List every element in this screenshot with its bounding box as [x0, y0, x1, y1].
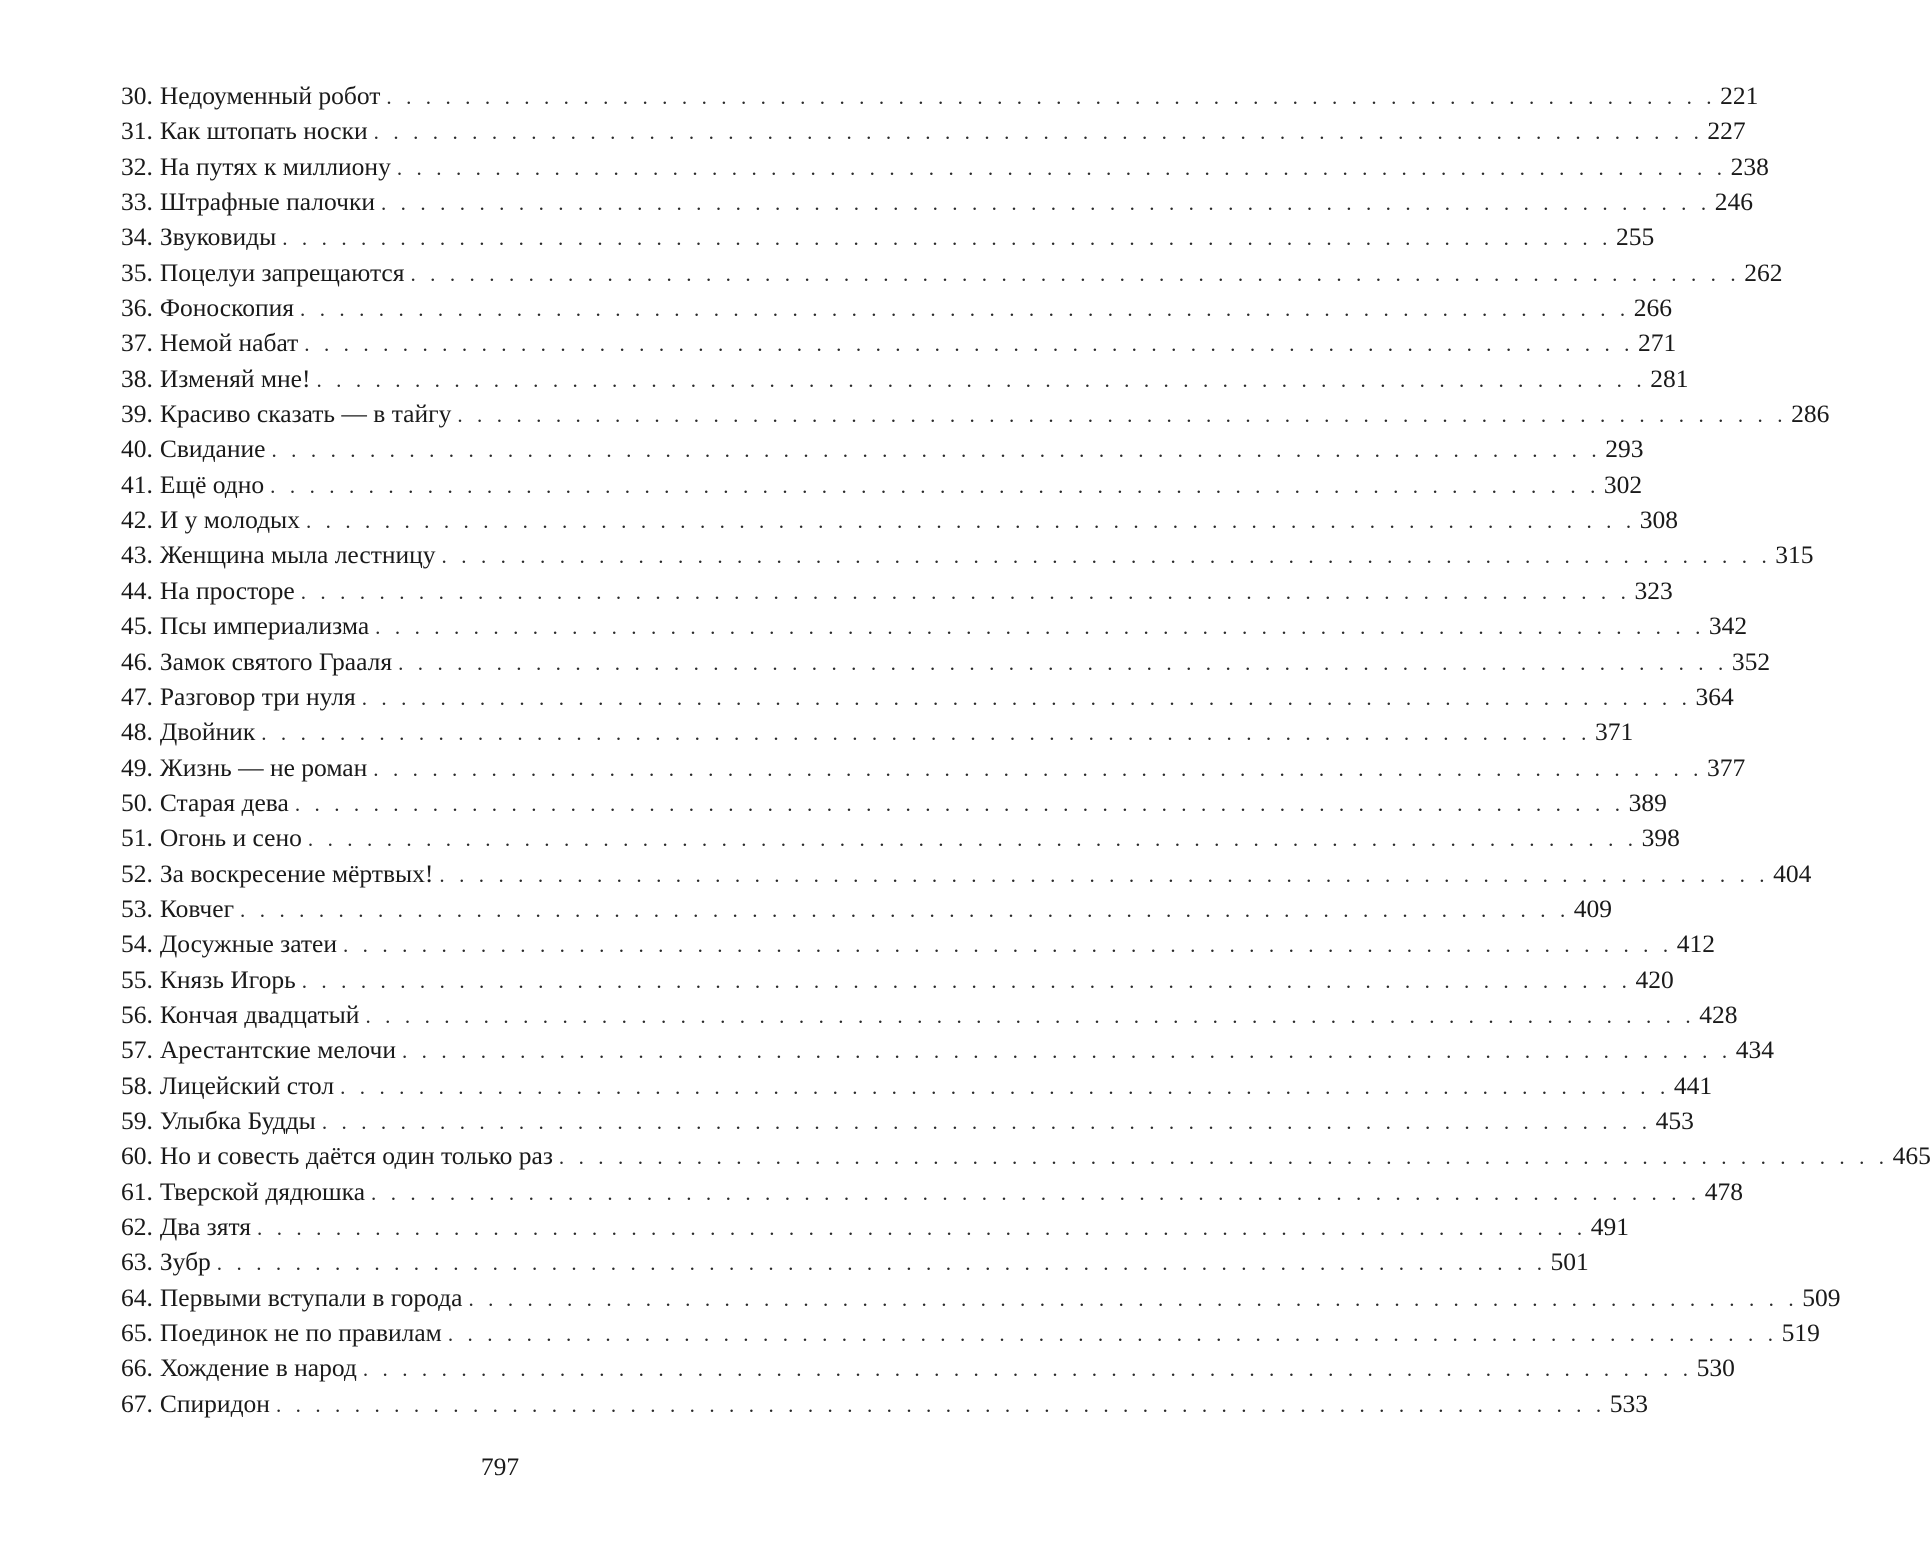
toc-entry: [121, 1386, 1648, 1421]
toc-entry-number: 40.: [121, 434, 153, 464]
toc-entry: [121, 1209, 1630, 1244]
toc-entry-number: 54.: [121, 929, 153, 959]
toc-dot-leader: . . . . . . . . . . . . . . . . . . . . . . . . . . . . . . . . . . . . . . . . . . . . . . . . . . . . . . . . . . . . . . . . . . . .: [300, 579, 1631, 604]
toc-entry-page: 293: [1605, 434, 1644, 464]
toc-entry-number: 31.: [121, 116, 153, 146]
toc-entry-page: 478: [1704, 1176, 1744, 1206]
toc-entry-title: Звуковиды: [159, 222, 277, 252]
toc-dot-leader: . . . . . . . . . . . . . . . . . . . . . . . . . . . . . . . . . . . . . . . . . . . . . . . . . . . . . . . . . . . . . . . . . . . .: [316, 367, 1647, 392]
toc-dot-leader: . . . . . . . . . . . . . . . . . . . . . . . . . . . . . . . . . . . . . . . . . . . . . . . . . . . . . . . . . . . . . . . . . . . .: [410, 261, 1741, 286]
toc-dot-leader: . . . . . . . . . . . . . . . . . . . . . . . . . . . . . . . . . . . . . . . . . . . . . . . . . . . . . . . . . . . . . . . . . . . .: [342, 933, 1673, 958]
toc-entry-page: 315: [1775, 540, 1814, 570]
toc-dot-leader: . . . . . . . . . . . . . . . . . . . . . . . . . . . . . . . . . . . . . . . . . . . . . . . . . . . . . . . . . . . . . . . . . . . .: [321, 1109, 1652, 1134]
toc-entry-page: 428: [1699, 999, 1738, 1029]
toc-entry-number: 63.: [121, 1247, 153, 1277]
toc-dot-leader: . . . . . . . . . . . . . . . . . . . . . . . . . . . . . . . . . . . . . . . . . . . . . . . . . . . . . . . . . . . . . . . . . . . .: [558, 1145, 1889, 1170]
toc-dot-leader: . . . . . . . . . . . . . . . . . . . . . . . . . . . . . . . . . . . . . . . . . . . . . . . . . . . . . . . . . . . . . . . . . . . .: [468, 1286, 1799, 1311]
toc-entry-title: Свидание: [159, 434, 266, 464]
toc-entry-page: 286: [1791, 399, 1830, 429]
toc-entry-title: Старая дева: [159, 787, 289, 817]
toc-entry-number: 46.: [121, 646, 153, 676]
toc-entry-title: Поцелуи запрещаются: [159, 257, 405, 287]
toc-entry: [121, 750, 1746, 785]
toc-dot-leader: . . . . . . . . . . . . . . . . . . . . . . . . . . . . . . . . . . . . . . . . . . . . . . . . . . . . . . . . . . . . . . . . . . . .: [398, 650, 1728, 675]
toc-entry: [121, 431, 1644, 466]
toc-entry-number: 62.: [121, 1212, 153, 1241]
toc-entry-page: 389: [1628, 787, 1667, 817]
toc-entry-page: 530: [1696, 1353, 1735, 1383]
toc-entry-title: Досужные затеи: [159, 929, 337, 959]
toc-entry-title: Как штопать носки: [159, 116, 368, 146]
toc-dot-leader: . . . . . . . . . . . . . . . . . . . . . . . . . . . . . . . . . . . . . . . . . . . . . . . . . . . . . . . . . . . . . . . . . . . .: [257, 1216, 1587, 1240]
toc-dot-leader: . . . . . . . . . . . . . . . . . . . . . . . . . . . . . . . . . . . . . . . . . . . . . . . . . . . . . . . . . . . . . . . . . . . .: [305, 509, 1636, 534]
toc-entry-title: Тверской дядюшка: [159, 1176, 366, 1206]
toc-entry-title: Немой набат: [159, 328, 299, 358]
toc-dot-leader: . . . . . . . . . . . . . . . . . . . . . . . . . . . . . . . . . . . . . . . . . . . . . . . . . . . . . . . . . . . . . . . . . . . .: [457, 403, 1788, 428]
toc-entry: [121, 361, 1689, 396]
toc-entry-title: Жизнь — не роман: [159, 752, 368, 782]
toc-entry: [121, 1174, 1744, 1209]
toc-entry-page: 364: [1695, 681, 1734, 711]
toc-entry-page: 420: [1635, 964, 1674, 994]
toc-entry: [121, 290, 1672, 325]
toc-dot-leader: . . . . . . . . . . . . . . . . . . . . . . . . . . . . . . . . . . . . . . . . . . . . . . . . . . . . . . . . . . . . . . . . . . . .: [380, 191, 1711, 216]
toc-entry-title: Князь Игорь: [159, 964, 296, 994]
toc-dot-leader: . . . . . . . . . . . . . . . . . . . . . . . . . . . . . . . . . . . . . . . . . . . . . . . . . . . . . . . . . . . . . . . . . . . .: [294, 791, 1625, 816]
toc-entry-number: 47.: [121, 681, 153, 711]
toc-entry-number: 59.: [121, 1105, 153, 1135]
toc-entry-number: 33.: [121, 187, 153, 217]
table-of-contents: [121, 78, 1931, 1421]
toc-dot-leader: . . . . . . . . . . . . . . . . . . . . . . . . . . . . . . . . . . . . . . . . . . . . . . . . . . . . . . . . . . . . . . . . . . . .: [271, 438, 1602, 463]
toc-entry: [121, 502, 1678, 537]
toc-entry-number: 44.: [121, 575, 153, 605]
toc-dot-leader: . . . . . . . . . . . . . . . . . . . . . . . . . . . . . . . . . . . . . . . . . . . . . . . . . . . . . . . . . . . . . . . . . . . .: [439, 862, 1770, 887]
toc-entry-number: 39.: [121, 399, 153, 429]
toc-entry: [121, 962, 1674, 997]
toc-dot-leader: . . . . . . . . . . . . . . . . . . . . . . . . . . . . . . . . . . . . . . . . . . . . . . . . . . . . . . . . . . . . . . . . . . . .: [340, 1074, 1670, 1099]
toc-dot-leader: . . . . . . . . . . . . . . . . . . . . . . . . . . . . . . . . . . . . . . . . . . . . . . . . . . . . . . . . . . . . . . . . . . . .: [401, 1039, 1732, 1064]
toc-entry-number: 35.: [121, 257, 153, 287]
toc-entry-title: Ещё одно: [159, 469, 265, 499]
toc-entry-page: 227: [1707, 116, 1746, 146]
toc-entry-title: Изменяй мне!: [159, 363, 311, 393]
toc-entry-title: Псы империализма: [159, 611, 370, 641]
toc-entry-page: 441: [1673, 1070, 1713, 1100]
toc-entry-title: Два зятя: [159, 1212, 252, 1241]
toc-entry: [121, 785, 1667, 820]
toc-entry-page: 302: [1603, 469, 1643, 499]
toc-dot-leader: . . . . . . . . . . . . . . . . . . . . . . . . . . . . . . . . . . . . . . . . . . . . . . . . . . . . . . . . . . . . . . . . . . . .: [373, 120, 1704, 145]
toc-entry-title: Арестантские мелочи: [159, 1035, 396, 1065]
toc-entry: [121, 856, 1812, 891]
toc-entry-page: 434: [1735, 1035, 1774, 1065]
toc-entry-title: Штрафные палочки: [159, 187, 375, 217]
toc-entry-number: 49.: [121, 752, 153, 782]
toc-entry-page: 501: [1550, 1247, 1589, 1277]
toc-entry-page: 271: [1638, 328, 1677, 358]
toc-entry-page: 465: [1892, 1141, 1931, 1171]
toc-dot-leader: . . . . . . . . . . . . . . . . . . . . . . . . . . . . . . . . . . . . . . . . . . . . . . . . . . . . . . . . . . . . . . . . . . . .: [396, 155, 1727, 180]
toc-entry-number: 32.: [121, 151, 153, 181]
toc-entry-title: Первыми вступали в города: [159, 1282, 463, 1312]
toc-entry: [121, 997, 1738, 1032]
toc-dot-leader: . . . . . . . . . . . . . . . . . . . . . . . . . . . . . . . . . . . . . . . . . . . . . . . . . . . . . . . . . . . . . . . . . . . .: [447, 1322, 1778, 1347]
toc-entry-number: 42.: [121, 505, 153, 535]
toc-dot-leader: . . . . . . . . . . . . . . . . . . . . . . . . . . . . . . . . . . . . . . . . . . . . . . . . . . . . . . . . . . . . . . . . . . . .: [301, 968, 1632, 993]
toc-entry-number: 38.: [121, 363, 153, 393]
toc-entry: [121, 537, 1814, 572]
toc-entry-number: 53.: [121, 893, 153, 923]
toc-entry-title: Женщина мыла лестницу: [159, 540, 436, 570]
toc-dot-leader: . . . . . . . . . . . . . . . . . . . . . . . . . . . . . . . . . . . . . . . . . . . . . . . . . . . . . . . . . . . . . . . . . . . .: [362, 1357, 1693, 1382]
toc-dot-leader: . . . . . . . . . . . . . . . . . . . . . . . . . . . . . . . . . . . . . . . . . . . . . . . . . . . . . . . . . . . . . . . . . . . .: [307, 827, 1638, 852]
toc-entry: [121, 679, 1734, 714]
toc-entry: [121, 184, 1753, 219]
toc-entry-page: 491: [1590, 1212, 1630, 1241]
toc-entry: [121, 219, 1655, 254]
toc-entry-number: 58.: [121, 1070, 153, 1100]
toc-entry-number: 41.: [121, 469, 153, 499]
toc-entry-title: Спиридон: [159, 1388, 270, 1418]
toc-entry-title: Фоноскопия: [159, 293, 294, 323]
toc-entry-number: 64.: [121, 1282, 153, 1312]
toc-entry: [121, 608, 1748, 643]
toc-entry-page: 323: [1634, 575, 1673, 605]
toc-dot-leader: . . . . . . . . . . . . . . . . . . . . . . . . . . . . . . . . . . . . . . . . . . . . . . . . . . . . . . . . . . . . . . . . . . . .: [216, 1251, 1547, 1276]
toc-entry-title: Поединок не по правилам: [159, 1318, 442, 1348]
toc-dot-leader: . . . . . . . . . . . . . . . . . . . . . . . . . . . . . . . . . . . . . . . . . . . . . . . . . . . . . . . . . . . . . . . . . . . .: [386, 85, 1717, 109]
toc-entry-number: 37.: [121, 328, 153, 358]
toc-entry: [121, 1244, 1589, 1279]
toc-entry: [121, 1315, 1820, 1350]
toc-entry: [121, 573, 1673, 608]
toc-entry-title: На путях к миллиону: [159, 151, 391, 181]
toc-entry: [121, 644, 1771, 679]
toc-entry-page: 352: [1731, 646, 1771, 676]
toc-entry: [121, 1280, 1841, 1315]
toc-entry-title: Двойник: [159, 717, 256, 747]
toc-entry: [121, 255, 1783, 290]
toc-entry-title: И у молодых: [159, 505, 300, 535]
toc-entry-number: 48.: [121, 717, 153, 747]
toc-entry: [121, 1032, 1774, 1067]
toc-entry-page: 371: [1594, 717, 1634, 747]
toc-entry-number: 66.: [121, 1353, 153, 1383]
toc-entry-title: Недоуменный робот: [159, 81, 381, 110]
toc-dot-leader: . . . . . . . . . . . . . . . . . . . . . . . . . . . . . . . . . . . . . . . . . . . . . . . . . . . . . . . . . . . . . . . . . . . .: [365, 1003, 1696, 1028]
toc-entry-number: 60.: [121, 1141, 153, 1171]
toc-entry-number: 45.: [121, 611, 153, 641]
toc-entry-page: 412: [1676, 929, 1715, 959]
toc-dot-leader: . . . . . . . . . . . . . . . . . . . . . . . . . . . . . . . . . . . . . . . . . . . . . . . . . . . . . . . . . . . . . . . . . . . .: [275, 1392, 1606, 1417]
toc-entry: [121, 113, 1746, 148]
toc-entry: [121, 78, 1759, 113]
toc-entry: [121, 1350, 1735, 1385]
toc-entry-page: 221: [1720, 81, 1759, 110]
toc-entry-number: 34.: [121, 222, 153, 252]
toc-entry-page: 409: [1573, 893, 1613, 923]
toc-entry-title: Зубр: [159, 1247, 211, 1277]
toc-entry-number: 30.: [121, 81, 153, 110]
toc-entry-title: Замок святого Грааля: [159, 646, 393, 676]
toc-entry: [121, 149, 1769, 184]
toc-entry-title: За воскресение мёртвых!: [159, 858, 434, 888]
toc-entry-title: Лицейский стол: [159, 1070, 335, 1100]
toc-entry-number: 51.: [121, 823, 153, 853]
toc-entry-page: 246: [1714, 187, 1753, 217]
toc-entry-page: 533: [1609, 1388, 1648, 1418]
toc-dot-leader: . . . . . . . . . . . . . . . . . . . . . . . . . . . . . . . . . . . . . . . . . . . . . . . . . . . . . . . . . . . . . . . . . . . .: [300, 297, 1630, 322]
toc-entry: [121, 1138, 1931, 1173]
toc-entry-page: 453: [1655, 1105, 1694, 1135]
toc-entry-title: Но и совесть даётся один только раз: [159, 1141, 553, 1171]
toc-dot-leader: . . . . . . . . . . . . . . . . . . . . . . . . . . . . . . . . . . . . . . . . . . . . . . . . . . . . . . . . . . . . . . . . . . . .: [261, 721, 1591, 746]
page-number: 797: [480, 1452, 520, 1481]
toc-entry-page: 255: [1615, 222, 1655, 252]
toc-entry-page: 281: [1650, 363, 1689, 393]
toc-entry-number: 65.: [121, 1318, 153, 1348]
toc-entry-page: 519: [1781, 1318, 1820, 1348]
toc-entry: [121, 891, 1613, 926]
toc-entry-number: 56.: [121, 999, 153, 1029]
toc-entry-number: 36.: [121, 293, 153, 323]
toc-dot-leader: . . . . . . . . . . . . . . . . . . . . . . . . . . . . . . . . . . . . . . . . . . . . . . . . . . . . . . . . . . . . . . . . . . . .: [282, 226, 1612, 251]
toc-dot-leader: . . . . . . . . . . . . . . . . . . . . . . . . . . . . . . . . . . . . . . . . . . . . . . . . . . . . . . . . . . . . . . . . . . . .: [240, 897, 1570, 922]
toc-dot-leader: . . . . . . . . . . . . . . . . . . . . . . . . . . . . . . . . . . . . . . . . . . . . . . . . . . . . . . . . . . . . . . . . . . . .: [441, 544, 1772, 569]
toc-entry-page: 262: [1744, 257, 1783, 287]
toc-entry-title: Разговор три нуля: [159, 681, 356, 711]
toc-entry: [121, 467, 1643, 502]
toc-entry-number: 57.: [121, 1035, 153, 1065]
toc-entry-number: 55.: [121, 964, 153, 994]
toc-entry-number: 52.: [121, 858, 153, 888]
toc-dot-leader: . . . . . . . . . . . . . . . . . . . . . . . . . . . . . . . . . . . . . . . . . . . . . . . . . . . . . . . . . . . . . . . . . . . .: [361, 685, 1692, 710]
toc-entry: [121, 1103, 1694, 1138]
toc-entry-title: Кончая двадцатый: [159, 999, 360, 1029]
toc-entry-title: Хождение в народ: [159, 1353, 357, 1383]
toc-entry-title: Красиво сказать — в тайгу: [159, 399, 452, 429]
toc-entry: [121, 820, 1680, 855]
toc-entry-title: Ковчег: [159, 893, 235, 923]
toc-entry: [121, 926, 1715, 961]
toc-entry-page: 266: [1633, 293, 1672, 323]
toc-entry-title: Улыбка Будды: [159, 1105, 316, 1135]
toc-dot-leader: . . . . . . . . . . . . . . . . . . . . . . . . . . . . . . . . . . . . . . . . . . . . . . . . . . . . . . . . . . . . . . . . . . . .: [375, 615, 1705, 640]
toc-dot-leader: . . . . . . . . . . . . . . . . . . . . . . . . . . . . . . . . . . . . . . . . . . . . . . . . . . . . . . . . . . . . . . . . . . . .: [371, 1180, 1701, 1205]
toc-entry-page: 238: [1730, 151, 1769, 181]
toc-entry-page: 404: [1773, 858, 1812, 888]
toc-entry-title: Огонь и сено: [159, 823, 302, 853]
toc-entry-page: 398: [1641, 823, 1680, 853]
toc-entry: [121, 714, 1634, 749]
toc-dot-leader: . . . . . . . . . . . . . . . . . . . . . . . . . . . . . . . . . . . . . . . . . . . . . . . . . . . . . . . . . . . . . . . . . . . .: [270, 473, 1600, 498]
toc-dot-leader: . . . . . . . . . . . . . . . . . . . . . . . . . . . . . . . . . . . . . . . . . . . . . . . . . . . . . . . . . . . . . . . . . . . .: [304, 332, 1635, 357]
toc-entry: [121, 396, 1830, 431]
toc-entry: [121, 325, 1677, 360]
toc-entry-number: 67.: [121, 1388, 153, 1418]
toc-entry-page: 342: [1708, 611, 1748, 641]
toc-entry-title: На просторе: [159, 575, 295, 605]
toc-entry: [121, 1068, 1713, 1103]
toc-entry-number: 61.: [121, 1176, 153, 1206]
toc-entry-number: 50.: [121, 787, 153, 817]
toc-entry-page: 377: [1707, 752, 1746, 782]
toc-entry-page: 509: [1802, 1282, 1841, 1312]
toc-entry-page: 308: [1639, 505, 1678, 535]
toc-dot-leader: . . . . . . . . . . . . . . . . . . . . . . . . . . . . . . . . . . . . . . . . . . . . . . . . . . . . . . . . . . . . . . . . . . . .: [373, 756, 1703, 781]
toc-entry-number: 43.: [121, 540, 153, 570]
